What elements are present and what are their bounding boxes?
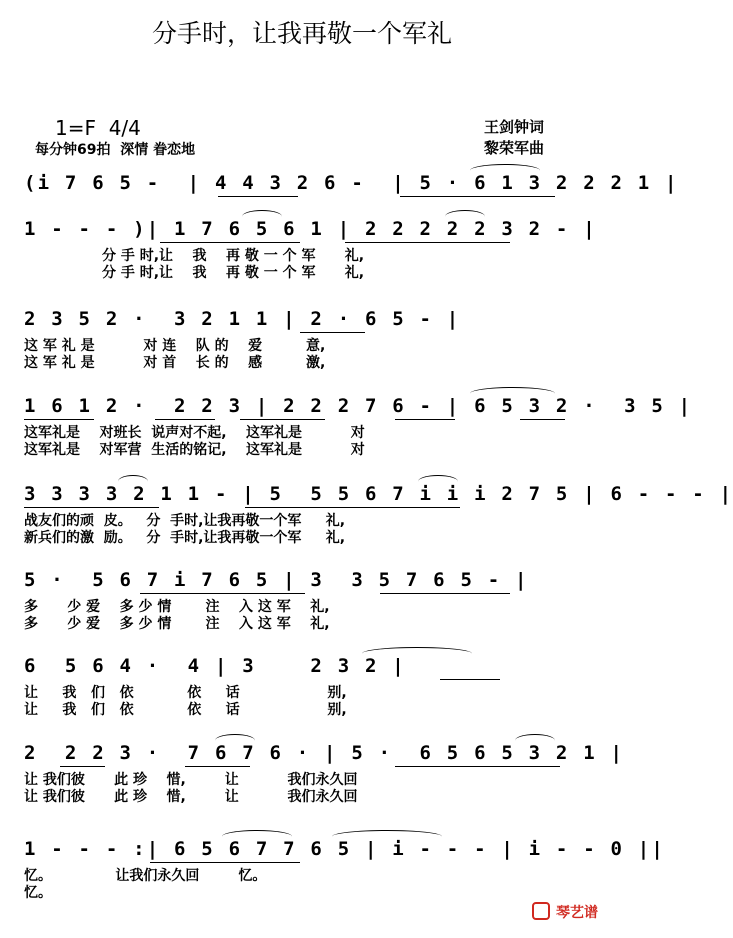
- lyrics-verse-2: 多 少 爱 多 少 情 注 入 这 军 礼,: [24, 616, 330, 632]
- lyrics-verse-1: 这军礼是 对班长 说声对不起, 这军礼是 对: [24, 425, 365, 441]
- lyrics-verse-2: 忆。: [24, 885, 52, 901]
- lyrics-verse-1: 让 我 们 依 依 话 别,: [24, 685, 347, 701]
- lyrics-verse-2: 新兵们的激 励。 分 手时,让我再敬一个军 礼,: [24, 530, 346, 546]
- watermark-logo-icon: [532, 902, 550, 920]
- notation-line: 3 3 3 3 2 1 1 - | 5 5 5 6 7 i i i 2 7 5 | 6 - - - |: [24, 483, 733, 505]
- notation-line: 6 5 6 4 · 4 | 3 2 3 2 |: [24, 655, 406, 677]
- beam-underline: [240, 419, 325, 420]
- score-row: [0, 742, 625, 842]
- notation-line: 5 · 5 6 7 i 7 6 5 | 3 3 5 7 6 5 - |: [24, 569, 529, 591]
- tie-slur: [418, 475, 458, 488]
- score-row: [0, 483, 733, 583]
- beam-underline: [24, 419, 94, 420]
- score-row: [0, 569, 604, 669]
- beam-underline: [150, 862, 300, 863]
- tie-slur: [445, 210, 485, 223]
- lyrics-verse-1: 让 我们彼 此 珍 惜, 让 我们永久回: [24, 772, 358, 788]
- lyricist-credit: 王剑钟词: [484, 118, 545, 136]
- beam-underline: [218, 196, 298, 197]
- notation-line: 2 2 2 3 · 7 6 7 6 · | 5 · 6 5 6 5 3 2 1 |: [24, 742, 625, 764]
- tie-slur: [470, 387, 555, 400]
- lyrics-verse-2: 分 手 时,让 我 再 敬 一 个 军 礼,: [24, 265, 365, 281]
- beam-underline: [60, 766, 105, 767]
- beam-underline: [245, 507, 460, 508]
- score-row: [0, 218, 604, 318]
- song-title: 分手时，让我再敬一个军礼: [151, 19, 452, 48]
- tie-slur: [242, 210, 282, 223]
- score-row: [0, 838, 666, 938]
- lyrics-verse-2: 让 我们彼 此 珍 惜, 让 我们永久回: [24, 789, 358, 805]
- beam-underline: [395, 766, 560, 767]
- tie-slur: [118, 475, 148, 488]
- beam-underline: [155, 419, 215, 420]
- beam-underline: [440, 679, 500, 680]
- lyrics-verse-1: 战友们的顽 皮。 分 手时,让我再敬一个军 礼,: [24, 513, 346, 529]
- beam-underline: [300, 332, 365, 333]
- tie-slur: [215, 734, 255, 747]
- beam-underline: [395, 419, 455, 420]
- beam-underline: [24, 507, 159, 508]
- tie-slur: [515, 734, 555, 747]
- beam-underline: [185, 766, 250, 767]
- lyrics-verse-2: 这军礼是 对军营 生活的铭记, 这军礼是 对: [24, 442, 365, 458]
- beam-underline: [400, 196, 555, 197]
- lyrics-verse-1: 分 手 时,让 我 再 敬 一 个 军 礼,: [24, 248, 365, 264]
- tempo-marking: 每分钟69拍 深情 眷恋地: [35, 142, 196, 158]
- tie-slur: [332, 830, 442, 843]
- notation-line: (i 7 6 5 - | 4 4 3 2 6 - | 5 · 6 1 3 2 2 2 1 |: [24, 172, 679, 194]
- key-signature: 1=F 4/4: [55, 116, 141, 140]
- tie-slur: [222, 830, 292, 843]
- lyrics-verse-1: 这 军 礼 是 对 连 队 的 爱 意,: [24, 338, 326, 354]
- lyrics-verse-1: 多 少 爱 多 少 情 注 入 这 军 礼,: [24, 599, 330, 615]
- beam-underline: [520, 419, 565, 420]
- composer-credit: 黎荣军曲: [484, 139, 545, 157]
- notation-line: 1 6 1 2 · 2 2 3 | 2 2 2 7 6 - | 6 5 3 2 · 3 5 |: [24, 395, 693, 417]
- tie-slur: [362, 647, 472, 660]
- tie-slur: [470, 164, 540, 177]
- watermark-text: 琴艺谱: [556, 905, 598, 921]
- beam-underline: [160, 242, 300, 243]
- beam-underline: [345, 242, 510, 243]
- beam-underline: [380, 593, 510, 594]
- notation-line: 2 3 5 2 · 3 2 1 1 | 2 · 6 5 - |: [24, 308, 461, 330]
- notation-line: 1 - - - :| 6 5 6 7 7 6 5 | i - - - | i - - 0 ||: [24, 838, 666, 860]
- beam-underline: [140, 593, 305, 594]
- notation-line: 1 - - - )| 1 7 6 5 6 1 | 2 2 2 2 2 3 2 - |: [24, 218, 597, 240]
- score-row: [0, 655, 604, 755]
- lyrics-verse-2: 让 我 们 依 依 话 别,: [24, 702, 347, 718]
- lyrics-verse-2: 这 军 礼 是 对 首 长 的 感 激,: [24, 355, 326, 371]
- lyrics-verse-1: 忆。 让我们永久回 忆。: [24, 868, 267, 884]
